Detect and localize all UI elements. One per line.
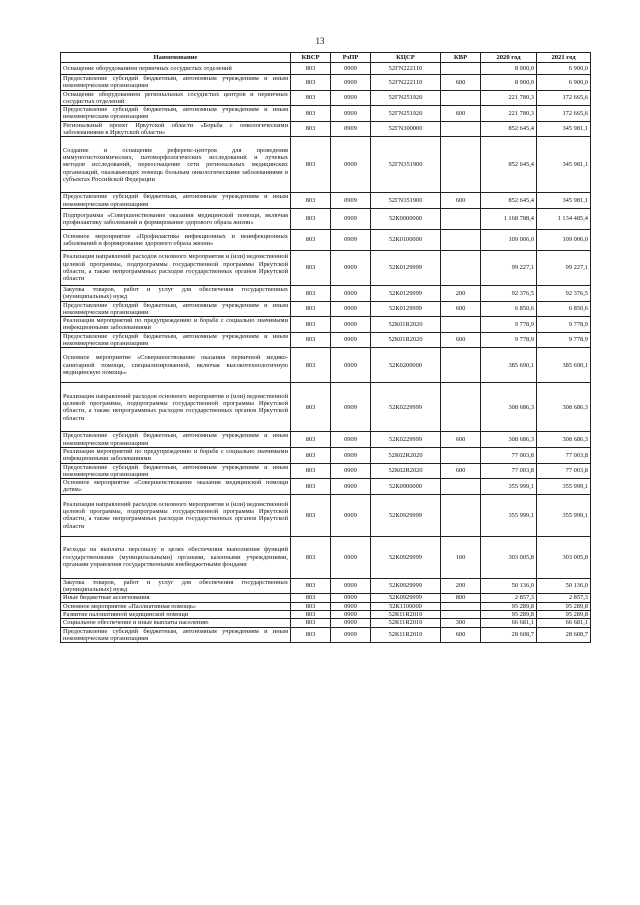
cell-rzpr: 0909: [331, 463, 371, 479]
cell-2020: 308 686,3: [481, 432, 537, 448]
cell-kvsr: 803: [291, 619, 331, 627]
cell-2020: 221 780,3: [481, 90, 537, 106]
cell-rzpr: 0909: [331, 602, 371, 610]
cell-2020: 77 003,8: [481, 463, 537, 479]
cell-kcsr: 52ГN251920: [371, 106, 441, 122]
page-number: 13: [315, 36, 325, 46]
cell-kvr: 600: [441, 463, 481, 479]
table-row: [61, 463, 591, 479]
cell-name: Основное мероприятие «Совершенствование оказания медицинской помощи детям»: [61, 479, 291, 495]
cell-2020: 385 690,1: [481, 348, 537, 383]
cell-2021: 50 136,0: [537, 578, 591, 594]
cell-2021: 77 003,8: [537, 463, 591, 479]
cell-kcsr: 52К0129999: [371, 285, 441, 301]
table-row: [61, 137, 591, 193]
cell-kcsr: 52К0929999: [371, 536, 441, 578]
cell-kcsr: 52К1100000: [371, 602, 441, 610]
table-row: [61, 610, 591, 618]
cell-kvsr: 803: [291, 602, 331, 610]
cell-2021: 9 778,9: [537, 332, 591, 348]
cell-kcsr: 52К02R2020: [371, 447, 441, 463]
table-row: [61, 602, 591, 610]
cell-kcsr: 52К0900000: [371, 479, 441, 495]
cell-2020: 1 168 788,4: [481, 208, 537, 229]
cell-2021: 303 005,8: [537, 536, 591, 578]
cell-rzpr: 0909: [331, 121, 371, 137]
cell-kvsr: 803: [291, 383, 331, 432]
cell-kvsr: 803: [291, 317, 331, 333]
cell-kvsr: 803: [291, 447, 331, 463]
cell-2020: 355 999,1: [481, 494, 537, 536]
cell-2021: 9 778,9: [537, 317, 591, 333]
cell-kvr: [441, 317, 481, 333]
cell-2020: 852 645,4: [481, 193, 537, 209]
cell-2020: 8 900,0: [481, 75, 537, 91]
cell-2021: 6 900,0: [537, 63, 591, 75]
cell-2020: 355 999,1: [481, 479, 537, 495]
cell-2021: 355 999,1: [537, 494, 591, 536]
cell-2021: 92 376,5: [537, 285, 591, 301]
cell-kcsr: 52ГN222110: [371, 75, 441, 91]
table-row: [61, 121, 591, 137]
cell-2020: 28 608,7: [481, 627, 537, 643]
cell-kvsr: 803: [291, 285, 331, 301]
cell-kcsr: 52К11R2010: [371, 619, 441, 627]
cell-kvsr: 803: [291, 106, 331, 122]
cell-2021: 28 608,7: [537, 627, 591, 643]
cell-kcsr: 52ГN222110: [371, 63, 441, 75]
cell-kvr: 600: [441, 432, 481, 448]
cell-name: Реализация мероприятий по предупреждению и борьбе с социально значимыми инфекционными заболеваниями: [61, 447, 291, 463]
cell-kvr: [441, 494, 481, 536]
cell-kvr: [441, 602, 481, 610]
cell-rzpr: 0909: [331, 317, 371, 333]
cell-kvr: 200: [441, 285, 481, 301]
cell-kcsr: 52К0929999: [371, 578, 441, 594]
cell-kvr: [441, 229, 481, 250]
cell-2021: 172 665,6: [537, 106, 591, 122]
table-row: [61, 619, 591, 627]
cell-2020: 308 686,3: [481, 383, 537, 432]
table-row: [61, 317, 591, 333]
cell-kcsr: 52К0100000: [371, 229, 441, 250]
cell-kvr: [441, 121, 481, 137]
cell-kvsr: 803: [291, 348, 331, 383]
cell-kvsr: 803: [291, 627, 331, 643]
cell-2021: 345 981,1: [537, 121, 591, 137]
cell-rzpr: 0909: [331, 447, 371, 463]
cell-kvr: [441, 137, 481, 193]
cell-2020: 9 778,9: [481, 332, 537, 348]
cell-2021: 2 857,3: [537, 594, 591, 602]
cell-rzpr: 0909: [331, 229, 371, 250]
cell-2020: 6 850,6: [481, 301, 537, 317]
cell-2020: 303 005,8: [481, 536, 537, 578]
cell-kvsr: 803: [291, 63, 331, 75]
cell-name: Оснащение оборудованием региональных сосудистых центров и первичных сосудистых отделений: [61, 90, 291, 106]
cell-name: Основное мероприятие «Паллиативная помощь»: [61, 602, 291, 610]
cell-kvsr: 803: [291, 229, 331, 250]
cell-kvsr: 803: [291, 250, 331, 285]
cell-rzpr: 0909: [331, 619, 371, 627]
cell-2020: 852 645,4: [481, 121, 537, 137]
table-row: [61, 250, 591, 285]
cell-rzpr: 0909: [331, 494, 371, 536]
cell-rzpr: 0909: [331, 627, 371, 643]
cell-kvsr: 803: [291, 137, 331, 193]
cell-rzpr: 0909: [331, 250, 371, 285]
cell-name: Основное мероприятие «Совершенствование оказания первичной медико-санитарной помощи, специализированной, включая высокотехнологичную медицинскую помощь»: [61, 348, 291, 383]
cell-kcsr: 52ГN351900: [371, 193, 441, 209]
cell-name: Основное мероприятие «Профилактика инфекционных и неинфекционных заболеваний и формирование здорового образа жизни»: [61, 229, 291, 250]
cell-kcsr: 52К0929999: [371, 494, 441, 536]
cell-2021: 1 134 485,4: [537, 208, 591, 229]
header-kvr: КВР: [441, 53, 481, 63]
cell-kvr: [441, 63, 481, 75]
cell-name: Создание и оснащение референс-центров для проведения иммуногистохимических, патоморфологических исследований и лучевых методов исследований, переоснащение сети региональных медицинских организаций, оказывающих помощь больным онкологическими заболеваниями в субъектах Российской Федерации: [61, 137, 291, 193]
cell-2021: 95 289,8: [537, 602, 591, 610]
cell-name: Реализация направлений расходов основного мероприятия и (или) ведомственной целевой программы, подпрограммы государственной программы Иркутской области, а также непрограммных расходов государственных органов Иркутской области: [61, 383, 291, 432]
cell-kvr: 300: [441, 619, 481, 627]
cell-kvsr: 803: [291, 301, 331, 317]
table-row: [61, 479, 591, 495]
cell-kvr: [441, 479, 481, 495]
cell-kvsr: 803: [291, 332, 331, 348]
cell-kcsr: 52К0229999: [371, 383, 441, 432]
table-row: [61, 63, 591, 75]
cell-2020: 109 006,0: [481, 229, 537, 250]
cell-kvr: [441, 208, 481, 229]
cell-kcsr: 52К02R2020: [371, 463, 441, 479]
cell-rzpr: 0909: [331, 285, 371, 301]
cell-2020: 221 780,3: [481, 106, 537, 122]
cell-kvsr: 803: [291, 432, 331, 448]
cell-2020: 9 778,9: [481, 317, 537, 333]
cell-name: Предоставление субсидий бюджетным, автономным учреждениям и иным некоммерческим организациям: [61, 627, 291, 643]
cell-kcsr: 52К01R2020: [371, 332, 441, 348]
cell-rzpr: 0909: [331, 332, 371, 348]
cell-kvr: 600: [441, 301, 481, 317]
cell-rzpr: 0909: [331, 479, 371, 495]
cell-name: Предоставление субсидий бюджетным, автономным учреждениям и иным некоммерческим организациям: [61, 106, 291, 122]
cell-kvsr: 803: [291, 610, 331, 618]
cell-name: Региональный проект Иркутской области «Борьба с онкологическими заболеваниями в Иркутской области»: [61, 121, 291, 137]
cell-rzpr: 0909: [331, 594, 371, 602]
cell-name: Расходы на выплаты персоналу в целях обеспечения выполнения функций государственными (муниципальными) органами, казенными учреждениями, органами управления государственными внебюджетными фондами: [61, 536, 291, 578]
cell-2020: 92 376,5: [481, 285, 537, 301]
cell-2020: 95 289,8: [481, 610, 537, 618]
cell-name: Реализация мероприятий по предупреждению и борьбе с социально значимыми инфекционными заболеваниями: [61, 317, 291, 333]
cell-kvsr: 803: [291, 536, 331, 578]
cell-kcsr: 52К0929999: [371, 594, 441, 602]
table-row: [61, 432, 591, 448]
cell-kvsr: 803: [291, 463, 331, 479]
cell-kcsr: 52ГN251920: [371, 90, 441, 106]
cell-kvr: 100: [441, 536, 481, 578]
table-row: [61, 285, 591, 301]
cell-2020: 8 900,0: [481, 63, 537, 75]
table-row: [61, 383, 591, 432]
cell-rzpr: 0909: [331, 63, 371, 75]
cell-kvr: [441, 250, 481, 285]
table-row: [61, 447, 591, 463]
table-row: [61, 627, 591, 643]
cell-kvr: [441, 90, 481, 106]
cell-kvsr: 803: [291, 594, 331, 602]
cell-kcsr: 52К11R2010: [371, 610, 441, 618]
cell-kvsr: 803: [291, 121, 331, 137]
cell-name: Предоставление субсидий бюджетным, автономным учреждениям и иным некоммерческим организациям: [61, 301, 291, 317]
cell-name: Реализация направлений расходов основного мероприятия и (или) ведомственной целевой программы, подпрограммы государственной программы Иркутской области, а также непрограммных расходов государственных органов Иркутской области: [61, 250, 291, 285]
cell-name: Иные бюджетные ассигнования: [61, 594, 291, 602]
cell-rzpr: 0909: [331, 536, 371, 578]
table-row: [61, 578, 591, 594]
header-rzpr: РзПР: [331, 53, 371, 63]
table-row: [61, 193, 591, 209]
cell-2021: 345 981,1: [537, 193, 591, 209]
cell-2021: 385 690,1: [537, 348, 591, 383]
cell-kvr: 200: [441, 578, 481, 594]
budget-table: [60, 52, 591, 643]
cell-name: Оснащение оборудованием первичных сосудистых отделений: [61, 63, 291, 75]
table-row: [61, 229, 591, 250]
cell-kvsr: 803: [291, 479, 331, 495]
cell-kcsr: 52К0129999: [371, 250, 441, 285]
table-header-row: [61, 53, 591, 63]
cell-2021: 308 686,3: [537, 432, 591, 448]
cell-kcsr: 52К0229999: [371, 432, 441, 448]
cell-name: Подпрограмма «Совершенствование оказания медицинской помощи, включая профилактику заболеваний и формирование здорового образа жизни»: [61, 208, 291, 229]
header-2020: 2020 год: [481, 53, 537, 63]
header-kvsr: КВСР: [291, 53, 331, 63]
cell-rzpr: 0909: [331, 208, 371, 229]
cell-name: Закупка товаров, работ и услуг для обеспечения государственных (муниципальных) нужд: [61, 578, 291, 594]
cell-2020: 852 645,4: [481, 137, 537, 193]
table-row: [61, 494, 591, 536]
cell-kvr: 600: [441, 106, 481, 122]
cell-kcsr: 52ГN300000: [371, 121, 441, 137]
cell-kvr: 600: [441, 75, 481, 91]
cell-rzpr: 0909: [331, 137, 371, 193]
cell-name: Социальное обеспечение и иные выплаты населению: [61, 619, 291, 627]
cell-2020: 50 136,0: [481, 578, 537, 594]
cell-rzpr: 0909: [331, 578, 371, 594]
cell-name: Развитие паллиативной медицинской помощи: [61, 610, 291, 618]
cell-name: Предоставление субсидий бюджетным, автономным учреждениям и иным некоммерческим организациям: [61, 463, 291, 479]
cell-2021: 172 665,6: [537, 90, 591, 106]
cell-rzpr: 0909: [331, 301, 371, 317]
cell-2021: 77 003,8: [537, 447, 591, 463]
cell-2021: 99 227,1: [537, 250, 591, 285]
cell-2021: 6 850,6: [537, 301, 591, 317]
header-name: Наименование: [61, 53, 291, 63]
cell-name: Предоставление субсидий бюджетным, автономным учреждениям и иным некоммерческим организациям: [61, 432, 291, 448]
cell-2020: 66 681,1: [481, 619, 537, 627]
cell-2021: 95 289,8: [537, 610, 591, 618]
cell-kcsr: 52К0129999: [371, 301, 441, 317]
cell-kcsr: 52К0000000: [371, 208, 441, 229]
cell-2021: 345 981,1: [537, 137, 591, 193]
cell-rzpr: 0909: [331, 193, 371, 209]
cell-2020: 77 003,8: [481, 447, 537, 463]
cell-name: Предоставление субсидий бюджетным, автономным учреждениям и иным некоммерческим организациям: [61, 332, 291, 348]
cell-kvsr: 803: [291, 75, 331, 91]
header-2021: 2021 год: [537, 53, 591, 63]
cell-2021: 6 900,0: [537, 75, 591, 91]
cell-rzpr: 0909: [331, 106, 371, 122]
cell-rzpr: 0909: [331, 432, 371, 448]
cell-name: Закупка товаров, работ и услуг для обеспечения государственных (муниципальных) нужд: [61, 285, 291, 301]
cell-rzpr: 0909: [331, 90, 371, 106]
cell-rzpr: 0909: [331, 610, 371, 618]
cell-rzpr: 0909: [331, 348, 371, 383]
cell-name: Реализация направлений расходов основного мероприятия и (или) ведомственной целевой программы, подпрограммы государственной программы Иркутской области, а также непрограммных расходов государственных органов Иркутской области: [61, 494, 291, 536]
table-row: [61, 75, 591, 91]
cell-kvr: [441, 610, 481, 618]
table-row: [61, 536, 591, 578]
table-row: [61, 348, 591, 383]
table-row: [61, 594, 591, 602]
cell-kvsr: 803: [291, 208, 331, 229]
cell-2020: 95 289,8: [481, 602, 537, 610]
cell-kvr: [441, 383, 481, 432]
cell-2020: 99 227,1: [481, 250, 537, 285]
cell-kvsr: 803: [291, 494, 331, 536]
cell-2021: 355 999,1: [537, 479, 591, 495]
cell-kcsr: 52К01R2020: [371, 317, 441, 333]
table-row: [61, 90, 591, 106]
cell-kcsr: 52К0200000: [371, 348, 441, 383]
header-kcsr: КЦСР: [371, 53, 441, 63]
table-body: [61, 63, 591, 643]
cell-kcsr: 52К11R2010: [371, 627, 441, 643]
table-row: [61, 332, 591, 348]
cell-2021: 66 681,1: [537, 619, 591, 627]
cell-kvr: 600: [441, 332, 481, 348]
cell-2021: 109 006,0: [537, 229, 591, 250]
cell-name: Предоставление субсидий бюджетным, автономным учреждениям и иным некоммерческим организациям: [61, 193, 291, 209]
cell-rzpr: 0909: [331, 383, 371, 432]
cell-name: Предоставление субсидий бюджетным, автономным учреждениям и иным некоммерческим организациям: [61, 75, 291, 91]
cell-kvr: [441, 447, 481, 463]
table-row: [61, 208, 591, 229]
cell-kvr: 800: [441, 594, 481, 602]
cell-rzpr: 0909: [331, 75, 371, 91]
cell-2021: 308 686,3: [537, 383, 591, 432]
cell-kvsr: 803: [291, 193, 331, 209]
cell-kvr: 600: [441, 627, 481, 643]
cell-kvsr: 803: [291, 578, 331, 594]
cell-kvsr: 803: [291, 90, 331, 106]
cell-kvr: [441, 348, 481, 383]
cell-kcsr: 52ГN351900: [371, 137, 441, 193]
cell-kvr: 600: [441, 193, 481, 209]
cell-2020: 2 857,3: [481, 594, 537, 602]
table-row: [61, 106, 591, 122]
table-row: [61, 301, 591, 317]
